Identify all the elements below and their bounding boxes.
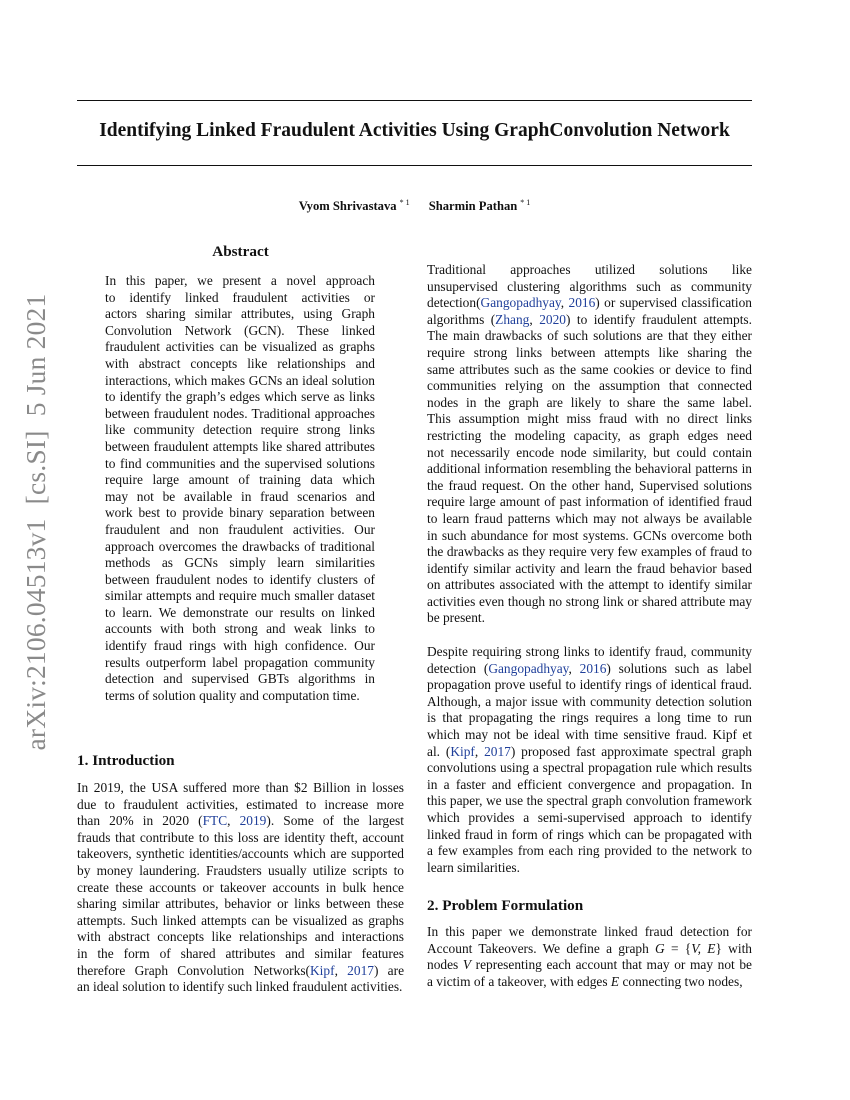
title-top-rule [77, 100, 752, 101]
right-paragraph-1 [427, 262, 752, 627]
citation-link[interactable]: 2020 [539, 311, 566, 327]
citation-link[interactable]: 2017 [484, 743, 511, 759]
author-affiliation-mark: * 1 [520, 198, 531, 207]
text-line [427, 777, 752, 794]
math-symbol: E [610, 973, 620, 989]
text-line [105, 588, 375, 605]
text-segment: which may not be ideal with time sensitive fraud. Kipf et [427, 726, 752, 742]
text-segment: identify similar activity and learn the fraud behavior based [427, 560, 752, 576]
text-segment: approach overcomes the drawbacks of traditional [105, 538, 375, 554]
math-symbol: V [462, 957, 472, 973]
text-segment: create these accounts or takeover accounts in bulk hence [77, 879, 404, 895]
text-line [105, 273, 375, 290]
text-segment: in the form of shared attributes and similar features [77, 945, 404, 961]
text-line [105, 655, 375, 672]
text-segment: In this paper, we present a novel approach [105, 273, 375, 288]
citation-link[interactable]: Gangopadhyay [488, 660, 569, 676]
text-line [105, 489, 375, 506]
paper-title: Identifying Linked Fraudulent Activities Using GraphConvolution Network [99, 120, 730, 141]
text-segment: to learn. We demonstrate our results on linked [105, 604, 375, 620]
author [429, 199, 531, 213]
text-line [427, 428, 752, 445]
text-line [427, 279, 752, 296]
text-line [427, 694, 752, 711]
text-segment: learn similarities. [427, 859, 520, 875]
text-segment: detection ( [427, 660, 489, 676]
text-line [427, 827, 752, 844]
text-segment: frauds that contribute to this loss are identity theft, account [77, 829, 404, 845]
text-line [427, 577, 752, 594]
citation-link[interactable]: 2017 [347, 962, 374, 978]
math-symbol: V, E [691, 940, 716, 956]
text-line [427, 544, 752, 561]
text-line [427, 727, 752, 744]
citation-link[interactable]: FTC [202, 813, 228, 829]
text-segment: this paper, we use the spectral graph convolution framework [427, 793, 752, 809]
text-line [427, 661, 752, 678]
text-line [105, 456, 375, 473]
text-segment: Although, a major issue with community detection solution [427, 693, 752, 709]
text-line [105, 306, 375, 323]
text-segment: Despite requiring strong links to identify fraud, community [427, 644, 752, 659]
text-segment: an ideal solution to identify such linked fraudulent activities. [77, 979, 403, 995]
text-segment: , [474, 743, 485, 759]
introduction-paragraph [77, 780, 404, 996]
text-line [77, 880, 404, 897]
text-line [427, 941, 752, 958]
text-segment: results outperform label propagation community [105, 654, 375, 670]
text-line [105, 422, 375, 439]
author-affiliation-mark: * 1 [399, 198, 410, 207]
text-line [427, 395, 752, 412]
text-line [105, 406, 375, 423]
text-segment: require strong links between attempts like sharing the [427, 344, 752, 360]
text-segment: Convolution Network (GCN). These linked [105, 322, 375, 338]
text-line [427, 860, 752, 877]
text-segment: the drawbacks as they require very few examples of fraud to [427, 544, 752, 560]
text-line [105, 539, 375, 556]
text-line [105, 290, 375, 307]
text-line [77, 846, 404, 863]
text-line [427, 262, 752, 279]
text-segment: ) solutions such as label [606, 660, 752, 676]
author-list [77, 198, 752, 214]
text-segment: actors sharing similar attributes, using Graph [105, 306, 375, 322]
text-line [427, 974, 752, 991]
text-segment: not necessarily encode node similarity, but could contain [427, 444, 752, 460]
citation-link[interactable]: 2016 [579, 660, 607, 676]
text-segment: therefore Graph Convolution Networks( [77, 962, 311, 978]
text-segment: in a faster and efficient convergence and propagation. In [427, 776, 752, 792]
problem-formulation-paragraph [427, 924, 752, 990]
text-line [77, 963, 404, 980]
text-segment: , [560, 295, 569, 311]
text-segment: additional information resembling the behavioral patterns in [427, 461, 752, 477]
text-line [427, 677, 752, 694]
text-segment: interactions, which makes GCNs an ideal solution [105, 372, 375, 388]
text-segment: with abstract concepts like relationships and [105, 355, 375, 371]
text-line [427, 843, 752, 860]
text-segment: ) proposed fast approximate spectral graph [510, 743, 752, 759]
text-segment: detection and supervised GBTs algorithms in [105, 671, 375, 687]
text-line [105, 555, 375, 572]
text-segment: accounts with both strong and weak links to [105, 621, 375, 637]
text-segment: to identify linked fraudulent activities or [105, 289, 375, 305]
text-line [427, 461, 752, 478]
text-segment: is that propagating the rings requires a long time to run [427, 710, 752, 726]
text-segment: between fraudulent attempts like shared attributes [105, 438, 375, 454]
text-segment: require large amount of training data which [105, 472, 375, 488]
text-segment: attempts. Such linked attempts can be visualized as graphs [77, 912, 404, 928]
text-line [77, 913, 404, 930]
author-name: Vyom Shrivastava [298, 199, 397, 213]
text-line [77, 979, 404, 996]
text-segment: linked fraud in form of rings which can be propagated with [427, 826, 752, 842]
citation-link[interactable]: Gangopadhyay [480, 295, 561, 311]
text-line [427, 561, 752, 578]
text-line [105, 671, 375, 688]
text-line [427, 511, 752, 528]
text-segment: This assumption might miss fraud with no direct links [427, 411, 752, 427]
text-segment: methods as GCNs simply learn similarities [105, 555, 375, 571]
text-segment: In 2019, the USA suffered more than $2 Billion in losses [77, 780, 404, 795]
text-segment: activities even though no strong link or shared attribute may [427, 593, 752, 609]
text-line [105, 621, 375, 638]
text-segment: Account Takeovers. We define a graph [427, 940, 656, 956]
text-segment: the fraud request. On the other hand, Supervised solutions [427, 477, 752, 493]
text-line [105, 373, 375, 390]
problem-formulation-heading: 2. Problem Formulation [427, 897, 584, 914]
text-segment: ) or supervised classification [595, 295, 752, 311]
text-segment: representing each account that may or may not be [471, 957, 752, 973]
text-segment: than 20% in 2020 ( [77, 813, 203, 829]
text-segment: = { [664, 940, 692, 956]
text-segment: takeovers, synthetic identities/accounts which are supported [77, 846, 404, 862]
text-segment: , [334, 962, 348, 978]
text-line [105, 505, 375, 522]
text-segment: to identify the graph’s edges which serve as links [105, 389, 375, 405]
abstract-heading: Abstract [212, 243, 269, 260]
text-line [105, 472, 375, 489]
text-segment: ) are [373, 962, 405, 978]
text-segment: on attributes associated with the attempt to identify similar [427, 577, 752, 593]
text-segment: between fraudulent nodes to identify clusters of [105, 571, 375, 587]
text-line [427, 345, 752, 362]
citation-link[interactable]: Zhang [495, 311, 530, 327]
text-segment: by money laundering. Fraudsters usually utilize scripts to [77, 862, 404, 878]
text-segment: terms of solution quality and computation time. [105, 687, 360, 703]
text-segment: be present. [427, 610, 486, 626]
text-segment: unsupervised clustering algorithms such as community [427, 278, 752, 294]
text-line [427, 924, 752, 941]
text-segment: identify fraud rings with high confidence. Our [105, 638, 375, 654]
text-segment: convolutions using a spectral propagation rule which results [427, 760, 752, 776]
citation-link[interactable]: Kipf [310, 962, 335, 978]
text-segment: , [568, 660, 580, 676]
text-line [77, 797, 404, 814]
text-line [427, 295, 752, 312]
text-line [105, 323, 375, 340]
text-line [427, 760, 752, 777]
text-line [105, 522, 375, 539]
text-line [427, 610, 752, 627]
text-line [77, 830, 404, 847]
title-bottom-rule [77, 165, 752, 166]
text-segment: al. ( [427, 743, 451, 759]
text-segment: ) to identify fraudulent attempts. [565, 311, 752, 327]
text-segment: Traditional approaches utilized solutions like [427, 262, 752, 277]
citation-link[interactable]: Kipf [450, 743, 475, 759]
text-line [427, 494, 752, 511]
text-line [77, 813, 404, 830]
text-line [105, 389, 375, 406]
text-segment: communities relying on the assumption that connected [427, 378, 752, 394]
text-segment: may not be available in fraud scenarios and [105, 488, 375, 504]
text-line [427, 744, 752, 761]
text-line [105, 356, 375, 373]
text-line [105, 572, 375, 589]
text-line [77, 946, 404, 963]
text-segment: nodes [427, 957, 463, 973]
text-segment: between fraudulent nodes. Traditional approaches [105, 405, 375, 421]
text-line [427, 793, 752, 810]
text-segment: , [529, 311, 540, 327]
text-line [427, 710, 752, 727]
text-segment: detection( [427, 295, 481, 311]
text-segment: same attributes such as the same cookies or device to find [427, 361, 752, 377]
text-line [427, 362, 752, 379]
text-line [427, 810, 752, 827]
text-line [427, 957, 752, 974]
text-line [427, 411, 752, 428]
text-line [77, 896, 404, 913]
math-symbol: G [655, 940, 665, 956]
text-line [77, 780, 404, 797]
introduction-heading: 1. Introduction [77, 752, 175, 769]
text-segment: algorithms ( [427, 311, 496, 327]
text-line [427, 445, 752, 462]
text-line [427, 478, 752, 495]
text-line [427, 312, 752, 329]
text-segment: , [227, 813, 240, 829]
text-segment: fraudulent and non fraudulent activities. Our [105, 521, 375, 537]
text-segment: with abstract concepts like relationships and interactions [77, 929, 404, 945]
text-line [105, 605, 375, 622]
text-segment: require large amount of past information of identified fraud [427, 494, 752, 510]
text-segment: } with [715, 940, 752, 956]
text-segment: like community detection require strong links [105, 422, 375, 438]
text-segment: sharing similar attributes, behavior or links between these [77, 896, 404, 912]
text-line [427, 528, 752, 545]
text-line [105, 638, 375, 655]
text-line [427, 594, 752, 611]
text-segment: a few examples from each ring provided to the network to [427, 843, 752, 859]
text-segment: to learn fraud patterns which may not always be available [427, 510, 752, 526]
text-segment: to find communities and the supervised solutions [105, 455, 375, 471]
text-segment: In this paper we demonstrate linked fraud detection for [427, 924, 752, 939]
text-line [77, 863, 404, 880]
right-paragraph-2 [427, 644, 752, 876]
text-segment: nodes in the graph are likely to share the same label. [427, 394, 752, 410]
text-line [105, 339, 375, 356]
text-segment: which provides a semi-supervised approach to identify [427, 809, 752, 825]
text-line [427, 378, 752, 395]
text-segment: fraudulent activities can be visualized as graphs [105, 339, 375, 355]
text-line [427, 644, 752, 661]
author [299, 199, 410, 213]
text-segment: propagation prove useful to identify rings of identical fraud. [427, 677, 752, 693]
text-segment: work best to provide binary separation between [105, 505, 375, 521]
text-segment: connecting two nodes, [619, 973, 743, 989]
text-segment: restricting the modeling capacity, as graph edges need [427, 427, 752, 443]
text-segment: ). Some of the largest [266, 813, 404, 829]
arxiv-identifier: arXiv:2106.04513v1 [cs.SI] 5 Jun 2021 [20, 293, 51, 751]
text-segment: in such abundance for most systems. GCNs overcome both [427, 527, 752, 543]
citation-link[interactable]: 2016 [568, 295, 596, 311]
abstract-text [105, 273, 375, 704]
text-line [105, 439, 375, 456]
text-segment: due to fraudulent activities, estimated to increase more [77, 796, 404, 812]
text-line [105, 688, 375, 705]
text-line [77, 929, 404, 946]
text-segment: similar attempts and require much smaller dataset [105, 588, 375, 604]
citation-link[interactable]: 2019 [239, 813, 267, 829]
text-line [427, 328, 752, 345]
text-segment: a victim of a takeover, with edges [427, 973, 611, 989]
text-segment: The main drawbacks of such solutions are that they either [427, 328, 752, 344]
author-name: Sharmin Pathan [428, 199, 518, 213]
